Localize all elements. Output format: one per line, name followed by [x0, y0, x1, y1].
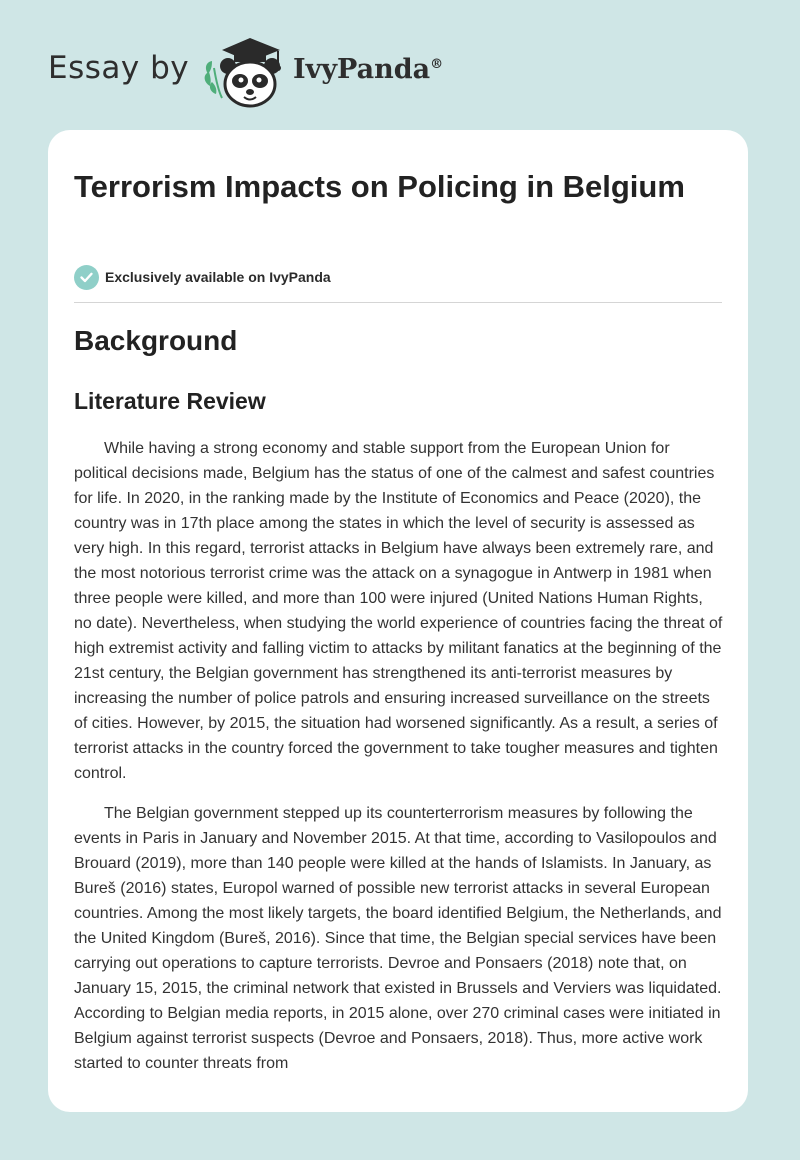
section-heading: Background: [74, 325, 238, 356]
exclusive-badge: [74, 264, 331, 290]
subsection-heading: Literature Review: [74, 388, 266, 414]
exclusive-label: Exclusively available on IvyPanda: [105, 269, 331, 285]
registered-mark: ®: [430, 57, 444, 72]
paragraph: While having a strong economy and stable support from the European Union for political decisions made, Belgium has the status of one of the calmest and safest countries for life. In 2020, in the ranking made by the Institute of Economics and Peace (2020), the country was in 17th place among the states in which the level of security is assessed as very high. In this regard, terrorist attacks in Belgium have always been extremely rare, and the most notorious terrorist crime was the attack on a synagogue in Antwerp in 1981 when three people were killed, and more than 100 were injured (United Nations Human Rights, no date). Nevertheless, when studying the world experience of countries facing the threat of high extremist activity and falling victim to attacks by militant fanatics at the beginning of the 21st century, the Belgian government has strengthened its anti-terrorist measures by increasing the number of police patrols and ensuring increased surveillance on the streets of cities. However, by 2015, the situation had worsened significantly. As a result, a series of terrorist attacks in the country forced the government to take tougher measures and tighten control.: [74, 440, 723, 782]
title-divider: [74, 302, 722, 303]
brand-name[interactable]: IvyPanda®: [293, 54, 444, 85]
article-card: [48, 130, 748, 1112]
brand-prefix: Essay by: [48, 50, 190, 86]
page-title: Terrorism Impacts on Policing in Belgium: [74, 169, 685, 204]
check-circle-icon: [74, 265, 99, 290]
site-header: [0, 0, 800, 130]
panda-graduate-icon[interactable]: [200, 34, 292, 110]
paragraph: The Belgian government stepped up its counterterrorism measures by following the events in Paris in January and November 2015. At that time, according to Vasilopoulos and Brouard (2019), more than 140 people were killed at the hands of Islamists. In January, as Bureš (2016) states, Europol warned of possible new terrorist attacks in several European countries. Among the most likely targets, the board identified Belgium, the Netherlands, and the United Kingdom (Bureš, 2016). Since that time, the Belgian special services have been carrying out operations to capture terrorists. Devroe and Ponsaers (2018) note that, on January 15, 2015, the criminal network that existed in Brussels and Verviers was liquidated. According to Belgian media reports, in 2015 alone, over 270 criminal cases were initiated in Belgium against terrorist suspects (Devroe and Ponsaers, 2018). Thus, more active work started to counter threats from: [74, 805, 722, 1072]
article-body: [74, 436, 724, 1096]
